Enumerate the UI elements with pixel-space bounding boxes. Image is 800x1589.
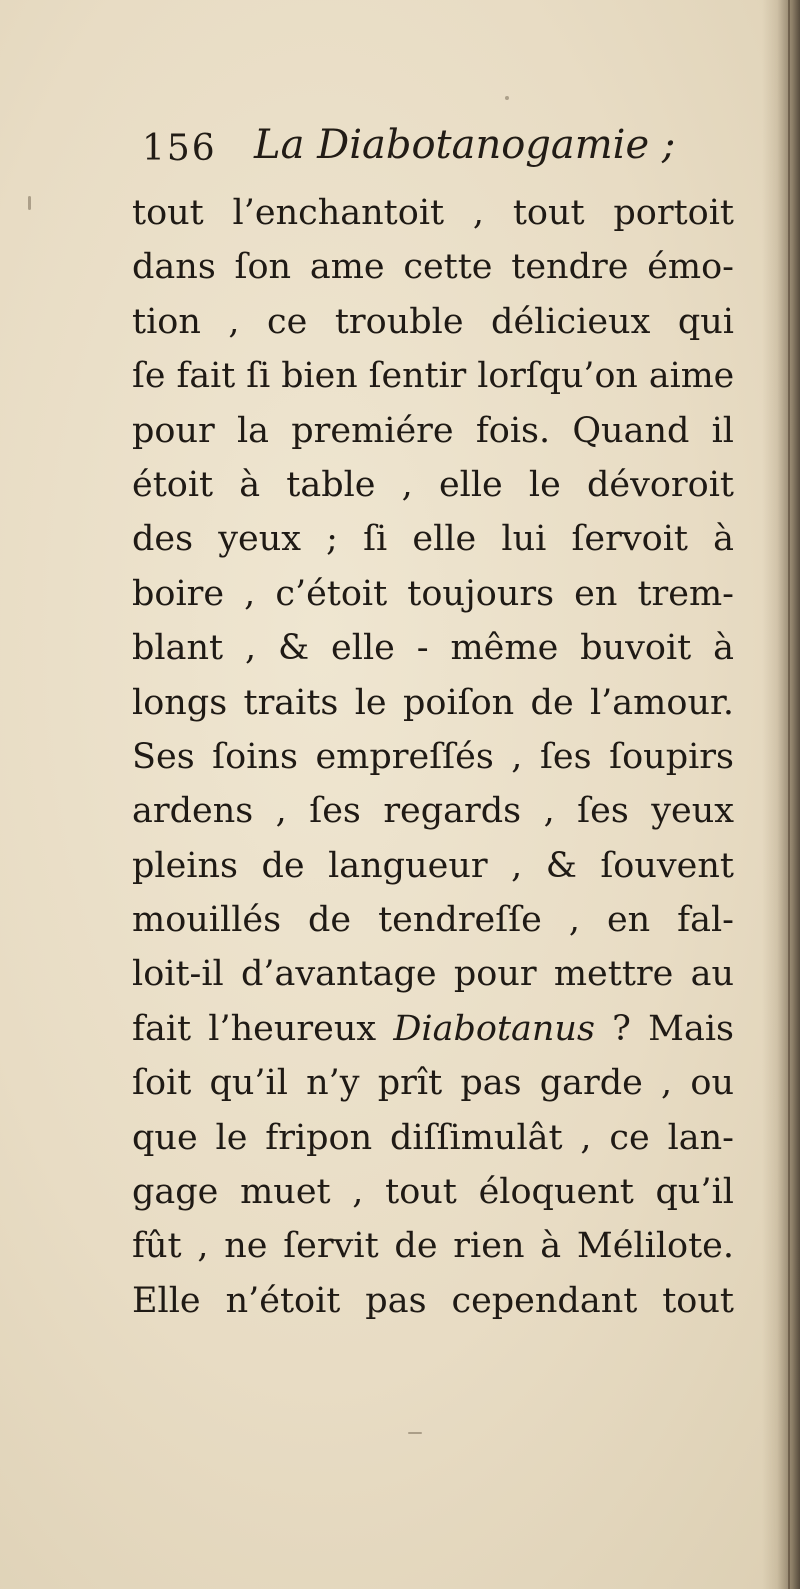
page-number: 156 [142, 128, 217, 169]
paper-speck [505, 96, 509, 100]
paper-speck [28, 196, 31, 210]
text-line: loit-il d’avantage pour mettre au [132, 954, 734, 995]
text-line: tion , ce trouble délicieux qui [132, 301, 734, 342]
paper-speck [408, 1432, 422, 1434]
body-text [132, 186, 734, 1328]
text-line: Elle n’étoit pas cependant tout [132, 1280, 734, 1321]
text-line: mouillés de tendreſſe , en fal- [132, 900, 734, 941]
text-line: boire , c’étoit toujours en trem- [132, 573, 734, 614]
text-segment: ? Mais [594, 1008, 734, 1049]
page-edge [788, 0, 790, 1589]
text-line: pleins de langueur , & ſouvent [132, 845, 734, 886]
text-line: des yeux ; ſi elle lui ſervoit à [132, 519, 734, 560]
text-line: longs traits le poiſon de l’amour. [132, 682, 734, 723]
text-segment: fait l’heureux [132, 1008, 394, 1049]
italic-name: Diabotanus [393, 1008, 595, 1049]
text-line: dans ſon ame cette tendre émo- [132, 247, 734, 288]
running-header [142, 122, 702, 178]
text-line: tout l’enchantoit , tout portoit [132, 193, 734, 233]
text-line: ardens , ſes regards , ſes yeux [132, 791, 734, 832]
text-line: ſoit qu’il n’y prît pas garde , ou [132, 1063, 734, 1104]
text-line [132, 1002, 734, 1056]
text-line: que le fripon diſſimulât , ce lan- [132, 1117, 734, 1158]
page-gutter-shadow [762, 0, 800, 1589]
text-line: fût , ne ſervit de rien à Mélilote. [132, 1226, 734, 1267]
running-title: La Diabotanogamie ; [254, 122, 676, 168]
text-line: étoit à table , elle le dévoroit [132, 464, 734, 505]
text-line: gage muet , tout éloquent qu’il [132, 1172, 734, 1213]
text-line: ſe fait ſi bien ſentir lorſqu’on aime [132, 356, 735, 397]
text-line: Ses ſoins empreſſés , ſes ſoupirs [132, 736, 734, 777]
text-line: pour la premiére fois. Quand il [132, 410, 734, 451]
text-line: blant , & elle - même buvoit à [132, 628, 734, 669]
